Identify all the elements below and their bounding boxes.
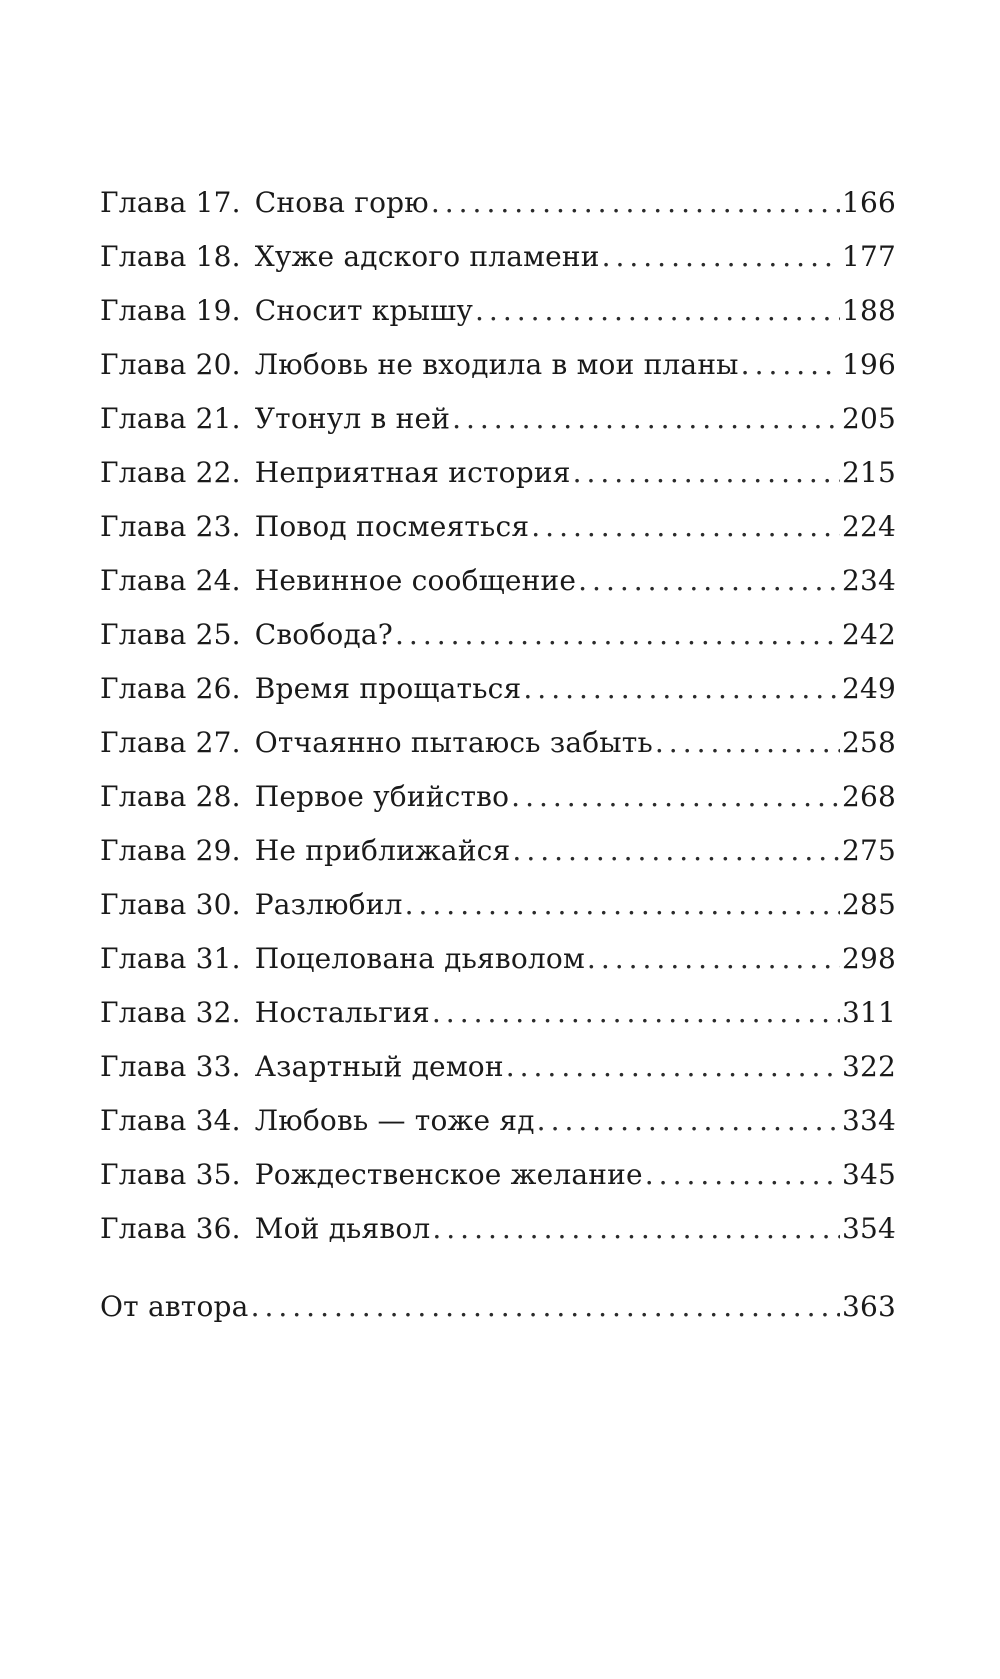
chapter-number: Глава 23. bbox=[100, 510, 241, 543]
dot-leader bbox=[573, 446, 840, 500]
entry-label bbox=[100, 230, 600, 284]
chapter-title: Азартный демон bbox=[254, 1050, 504, 1083]
page-number: 242 bbox=[841, 618, 896, 651]
dot-leader bbox=[405, 878, 840, 932]
chapter-number: Глава 27. bbox=[100, 726, 241, 759]
entry-label bbox=[100, 662, 521, 716]
chapter-number: Глава 24. bbox=[100, 564, 241, 597]
entry-title: От автора bbox=[100, 1290, 249, 1323]
toc-entry bbox=[100, 1040, 896, 1094]
chapter-title: Ностальгия bbox=[254, 996, 430, 1029]
dot-leader bbox=[432, 986, 840, 1040]
toc-entry bbox=[100, 1094, 896, 1148]
page-number: 334 bbox=[841, 1104, 896, 1137]
dot-leader bbox=[475, 284, 840, 338]
entry-label bbox=[100, 986, 430, 1040]
chapter-number: Глава 21. bbox=[100, 402, 241, 435]
page-number: 345 bbox=[841, 1158, 896, 1191]
entry-label bbox=[100, 878, 403, 932]
entry-label bbox=[100, 716, 653, 770]
toc-entry bbox=[100, 446, 896, 500]
page-number: 215 bbox=[841, 456, 896, 489]
chapter-number: Глава 22. bbox=[100, 456, 241, 489]
dot-leader bbox=[432, 1202, 840, 1256]
entry-label bbox=[100, 284, 473, 338]
chapter-number: Глава 31. bbox=[100, 942, 241, 975]
dot-leader bbox=[523, 662, 840, 716]
chapter-title: Снова горю bbox=[254, 186, 429, 219]
chapter-number: Глава 32. bbox=[100, 996, 241, 1029]
dot-leader bbox=[587, 932, 840, 986]
entry-label bbox=[100, 1040, 504, 1094]
dot-leader bbox=[537, 1094, 840, 1148]
chapter-title: Первое убийство bbox=[254, 780, 510, 813]
page-number: 285 bbox=[841, 888, 896, 921]
page-number: 311 bbox=[841, 996, 896, 1029]
chapter-number: Глава 30. bbox=[100, 888, 241, 921]
toc-entry bbox=[100, 284, 896, 338]
dot-leader bbox=[645, 1148, 840, 1202]
dot-leader bbox=[655, 716, 840, 770]
entry-label bbox=[100, 1202, 430, 1256]
chapter-title: Невинное сообщение bbox=[254, 564, 577, 597]
toc-entry bbox=[100, 878, 896, 932]
page-number: 298 bbox=[841, 942, 896, 975]
page-number: 166 bbox=[841, 186, 896, 219]
toc-entry bbox=[100, 986, 896, 1040]
dot-leader bbox=[431, 176, 840, 230]
chapter-title: Хуже адского пламени bbox=[254, 240, 600, 273]
page-number: 322 bbox=[841, 1050, 896, 1083]
chapter-title: Время прощаться bbox=[254, 672, 522, 705]
page-number: 196 bbox=[841, 348, 896, 381]
dot-leader bbox=[531, 500, 840, 554]
chapter-number: Глава 19. bbox=[100, 294, 241, 327]
chapter-number: Глава 29. bbox=[100, 834, 241, 867]
chapter-number: Глава 25. bbox=[100, 618, 241, 651]
chapter-title: Повод посмеяться bbox=[254, 510, 530, 543]
toc-entry bbox=[100, 338, 896, 392]
toc-entry bbox=[100, 770, 896, 824]
entry-label bbox=[100, 1148, 643, 1202]
page-number: 258 bbox=[841, 726, 896, 759]
chapter-title: Сносит крышу bbox=[254, 294, 474, 327]
dot-leader bbox=[452, 392, 840, 446]
chapter-title: Утонул в ней bbox=[254, 402, 451, 435]
toc-entry bbox=[100, 176, 896, 230]
toc-entry-afterword bbox=[100, 1280, 896, 1334]
chapter-title: Мой дьявол bbox=[254, 1212, 431, 1245]
page-number: 275 bbox=[841, 834, 896, 867]
chapter-number: Глава 28. bbox=[100, 780, 241, 813]
page-number: 177 bbox=[841, 240, 896, 273]
entry-label bbox=[100, 608, 393, 662]
chapter-number: Глава 26. bbox=[100, 672, 241, 705]
dot-leader bbox=[506, 1040, 840, 1094]
toc-entry bbox=[100, 608, 896, 662]
entry-label bbox=[100, 932, 585, 986]
chapter-title: Разлюбил bbox=[254, 888, 403, 921]
toc-entry bbox=[100, 230, 896, 284]
entry-label bbox=[100, 554, 576, 608]
toc-entry bbox=[100, 662, 896, 716]
page-number: 224 bbox=[841, 510, 896, 543]
toc-entry bbox=[100, 500, 896, 554]
toc-entry bbox=[100, 716, 896, 770]
entry-label bbox=[100, 446, 571, 500]
toc-entry bbox=[100, 824, 896, 878]
entry-label bbox=[100, 338, 739, 392]
dot-leader bbox=[578, 554, 840, 608]
toc-entry bbox=[100, 554, 896, 608]
toc-entry bbox=[100, 932, 896, 986]
chapter-title: Любовь не входила в мои планы bbox=[254, 348, 739, 381]
toc-entry bbox=[100, 392, 896, 446]
toc-entry bbox=[100, 1202, 896, 1256]
dot-leader bbox=[741, 338, 840, 392]
page-number: 363 bbox=[841, 1290, 896, 1323]
chapter-title: Любовь — тоже яд bbox=[254, 1104, 535, 1137]
page-number: 268 bbox=[841, 780, 896, 813]
entry-label bbox=[100, 770, 509, 824]
chapter-number: Глава 34. bbox=[100, 1104, 241, 1137]
entry-label bbox=[100, 500, 529, 554]
entry-label bbox=[100, 824, 510, 878]
toc-entry bbox=[100, 1148, 896, 1202]
chapter-list bbox=[100, 176, 896, 1256]
entry-label bbox=[100, 392, 450, 446]
chapter-title: Неприятная история bbox=[254, 456, 571, 489]
chapter-title: Рождественское желание bbox=[254, 1158, 643, 1191]
entry-label bbox=[100, 176, 429, 230]
chapter-title: Свобода? bbox=[254, 618, 394, 651]
chapter-number: Глава 33. bbox=[100, 1050, 241, 1083]
dot-leader bbox=[602, 230, 840, 284]
page-number: 188 bbox=[841, 294, 896, 327]
chapter-number: Глава 17. bbox=[100, 186, 241, 219]
dot-leader bbox=[251, 1280, 840, 1334]
section-gap bbox=[100, 1256, 896, 1280]
dot-leader bbox=[512, 824, 840, 878]
chapter-number: Глава 35. bbox=[100, 1158, 241, 1191]
dot-leader bbox=[395, 608, 840, 662]
chapter-number: Глава 18. bbox=[100, 240, 241, 273]
page-number: 205 bbox=[841, 402, 896, 435]
page-number: 234 bbox=[841, 564, 896, 597]
chapter-number: Глава 20. bbox=[100, 348, 241, 381]
table-of-contents bbox=[100, 176, 896, 1334]
page-number: 249 bbox=[841, 672, 896, 705]
page-number: 354 bbox=[841, 1212, 896, 1245]
entry-label bbox=[100, 1094, 535, 1148]
dot-leader bbox=[511, 770, 840, 824]
chapter-title: Не приближайся bbox=[254, 834, 511, 867]
chapter-number: Глава 36. bbox=[100, 1212, 241, 1245]
chapter-title: Отчаянно пытаюсь забыть bbox=[254, 726, 653, 759]
chapter-title: Поцелована дьяволом bbox=[254, 942, 585, 975]
